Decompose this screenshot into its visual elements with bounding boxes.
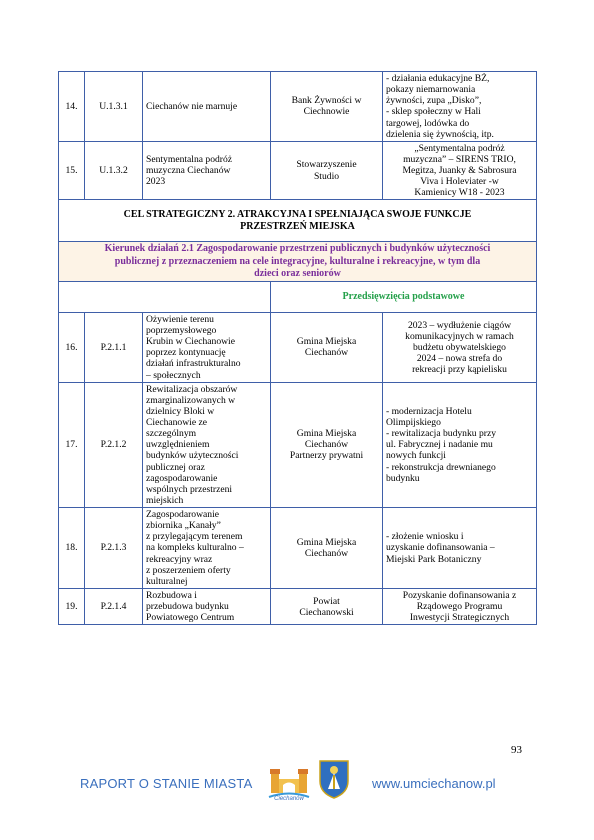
project-name-line: zagospodarowanie (146, 472, 218, 484)
activities-line: żywności, zupa „Disko”, (386, 95, 482, 107)
direction-line: dzieci oraz seniorów (254, 267, 341, 279)
project-name-line: Zagospodarowanie (146, 509, 219, 521)
activities-line: - modernizacja Hotelu (386, 405, 472, 417)
activities-line: Miejski Park Botaniczny (386, 553, 482, 565)
activities-line: komunikacyjnych w ramach (405, 330, 514, 342)
strategic-goal-line: PRZESTRZEŃ MIEJSKA (240, 220, 355, 232)
projects-table (58, 71, 537, 625)
city-logo (268, 763, 310, 801)
activities (383, 508, 537, 589)
responsible-entity-line: Ciechanów (304, 347, 349, 359)
empty-header-cell (59, 281, 271, 312)
project-name-line: miejskich (146, 494, 184, 506)
activities (383, 141, 537, 200)
activities-line: - rewitalizacja budynku przy (386, 428, 497, 440)
project-name (143, 141, 271, 200)
project-name-line: dzielnicy Bloki w (146, 405, 215, 417)
activities-line: „Sentymentalna podróż (414, 142, 505, 154)
project-name-line: zbiornika „Kanały” (146, 520, 221, 532)
responsible-entity-line: Ciechanów (304, 439, 349, 451)
project-name-line: przebudowa budynku (146, 601, 229, 613)
page-number: 93 (511, 744, 522, 756)
project-name-line: Ciechanowie ze (146, 417, 207, 429)
project-name (143, 588, 271, 624)
activities-line: - sklep społeczny w Hali (386, 106, 481, 118)
projects-header: Przedsięwzięcia podstawowe (271, 281, 537, 312)
project-code: P.2.1.3 (85, 508, 143, 589)
activities-line: 2024 – nowa strefa do (416, 352, 503, 364)
responsible-entity-line: Bank Żywności w (291, 95, 362, 107)
project-code: U.1.3.1 (85, 72, 143, 142)
activities-line: rekreacji przy kąpielisku (412, 364, 507, 375)
responsible-entity (271, 382, 383, 507)
activities-line: Rządowego Programu (416, 601, 503, 613)
activities-line: pokazy niemarnowania (386, 84, 476, 96)
row-number: 18. (59, 508, 85, 589)
table-row (59, 72, 537, 142)
project-name-line: szczególnym (146, 428, 197, 440)
responsible-entity (271, 312, 383, 382)
responsible-entity (271, 72, 383, 142)
strategic-goal-section (59, 200, 537, 313)
activities (383, 72, 537, 142)
project-name-line: Ciechanów nie marnuje (146, 100, 238, 112)
footer-website: www.umciechanow.pl (372, 776, 496, 791)
responsible-entity-line: Powiat (313, 595, 340, 607)
project-name (143, 508, 271, 589)
responsible-entity-line: Studio (313, 170, 340, 182)
activities-line: dzielenia się żywnością, itp. (386, 128, 494, 140)
activities-line: uzyskanie dofinansowania – (386, 542, 495, 554)
responsible-entity-line: Ciechanów (304, 548, 349, 559)
project-name-line: uwzględnieniem (146, 439, 210, 451)
project-name-line: Sentymentalna podróż (146, 153, 233, 165)
project-name-line: Ożywienie terenu (146, 313, 214, 325)
responsible-entity-line: Gmina Miejska (296, 336, 357, 348)
row-number: 15. (59, 141, 85, 200)
activities-line: - rekonstrukcja drewnianego (386, 461, 496, 473)
activities (383, 588, 537, 624)
responsible-entity-line: Stowarzyszenie (296, 159, 357, 171)
project-name-line: budynków użyteczności (146, 450, 239, 462)
row-number: 17. (59, 382, 85, 507)
project-name-line: Rewitalizacja obszarów (146, 383, 238, 395)
table-row (59, 312, 537, 382)
responsible-entity (271, 588, 383, 624)
city-logo-text: Ciechanów (274, 796, 304, 801)
project-name-line: muzyczna Ciechanów (146, 165, 231, 176)
direction-row (59, 242, 537, 282)
project-name-line: rekreacyjny wraz (146, 553, 213, 565)
responsible-entity (271, 141, 383, 200)
project-name (143, 382, 271, 507)
table-body-bottom (59, 312, 537, 624)
activities-line: - działania edukacyjne BŻ, (386, 73, 490, 84)
activities-line: budynku (386, 472, 420, 484)
activities-line: Pozyskanie dofinansowania z (402, 589, 517, 601)
project-name-line: na kompleks kulturalno – (146, 542, 244, 554)
activities-line: 2023 – wydłużenie ciągów (407, 319, 512, 331)
footer-report-title: RAPORT O STANIE MIASTA (80, 776, 253, 791)
project-name-line: poprzez kontynuację (146, 347, 226, 359)
project-name-line: Krubin w Ciechanowie (146, 336, 235, 348)
project-code: U.1.3.2 (85, 141, 143, 200)
table-row (59, 141, 537, 200)
responsible-entity-line: Partnerzy prywatni (289, 450, 364, 462)
activities (383, 312, 537, 382)
responsible-entity-line: Ciechanowski (299, 606, 354, 618)
direction-line: publicznej z przeznaczeniem na cele integracyjne, kulturalne i rekreacyjne, w tym dla (114, 255, 481, 267)
table-row (59, 382, 537, 507)
project-name-line: wspólnych przestrzeni (146, 483, 233, 495)
project-name-line: 2023 (146, 176, 166, 188)
responsible-entity (271, 508, 383, 589)
project-name-line: poprzemysłowego (146, 325, 217, 337)
project-name-line: z przylegającym terenem (146, 531, 243, 543)
project-name (143, 72, 271, 142)
projects-header-row (59, 281, 537, 312)
project-name-line: – społecznych (146, 369, 201, 381)
strategic-goal-line: CEL STRATEGICZNY 2. ATRAKCYJNA I SPEŁNIAJĄCA SWOJE FUNKCJE (123, 208, 472, 220)
activities-line: Inwestycji Strategicznych (409, 612, 510, 624)
strategic-goal-cell (59, 200, 537, 242)
direction-line: Kierunek działań 2.1 Zagospodarowanie przestrzeni publicznych i budynków użyteczności (104, 243, 491, 255)
table-body-top (59, 72, 537, 200)
activities-line: Olimpijskiego (386, 417, 441, 429)
project-code: P.2.1.4 (85, 588, 143, 624)
activities (383, 382, 537, 507)
row-number: 14. (59, 72, 85, 142)
responsible-entity-line: Gmina Miejska (296, 428, 357, 440)
project-name-line: zmarginalizowanych w (146, 394, 236, 406)
activities-line: targowej, lodówka do (386, 117, 470, 129)
row-number: 19. (59, 588, 85, 624)
project-name-line: kulturalnej (146, 575, 188, 587)
activities-line: nowych funkcji (386, 450, 446, 462)
project-name-line: Powiatowego Centrum (146, 612, 235, 624)
activities-line: muzyczna” – SIRENS TRIO, (403, 153, 516, 165)
table-row (59, 508, 537, 589)
activities-line: Kamienicy W18 - 2023 (414, 187, 505, 199)
project-code: P.2.1.1 (85, 312, 143, 382)
project-name-line: publicznej oraz (146, 461, 205, 473)
responsible-entity-line: Gmina Miejska (296, 536, 357, 548)
table-row (59, 588, 537, 624)
activities-line: - złożenie wniosku i (386, 531, 464, 543)
activities-line: Viva i Holeviater -w (420, 176, 499, 188)
project-code: P.2.1.2 (85, 382, 143, 507)
activities-line: Megitza, Juanky & Sabrosura (402, 165, 517, 176)
row-number: 16. (59, 312, 85, 382)
project-name-line: działań infrastrukturalno (146, 358, 241, 370)
project-name-line: z poszerzeniem oferty (146, 564, 231, 576)
activities-line: ul. Fabrycznej i nadanie mu (386, 439, 493, 451)
project-name (143, 312, 271, 382)
responsible-entity-line: Ciechnowie (303, 106, 350, 118)
coat-of-arms-icon (318, 759, 350, 799)
project-name-line: Rozbudowa i (146, 589, 197, 601)
activities-line: budżetu obywatelskiego (413, 341, 506, 353)
strategic-goal-row (59, 200, 537, 242)
direction-cell (59, 242, 537, 282)
